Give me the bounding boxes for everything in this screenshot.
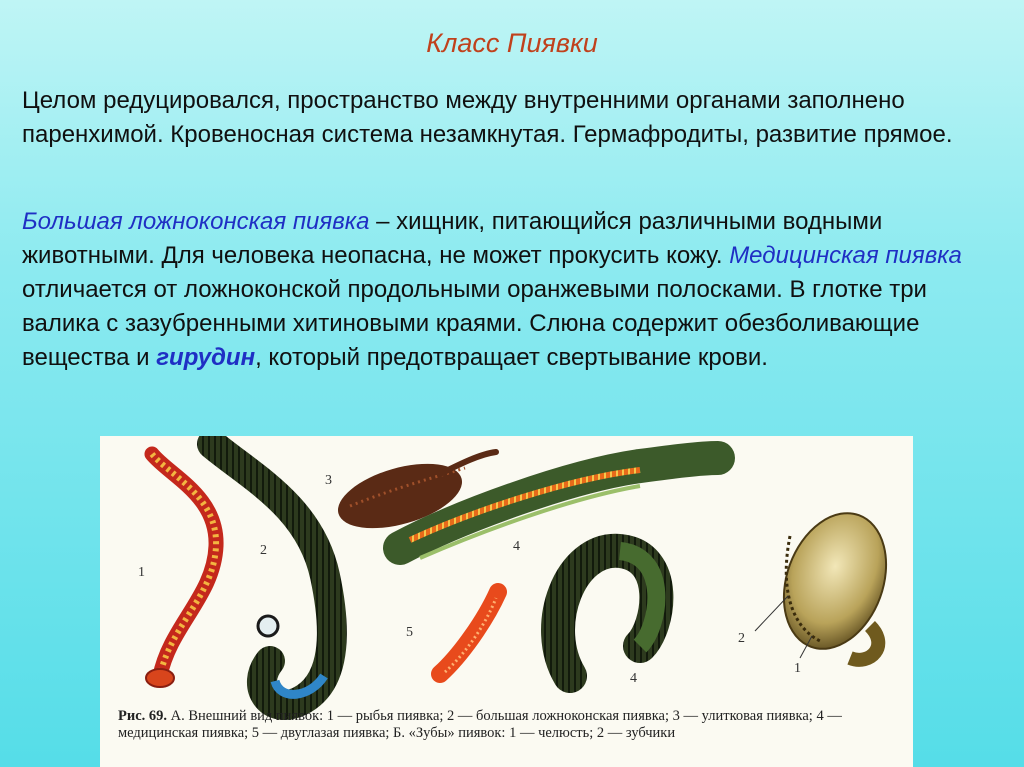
label-medicinal-leech-top: 4 [513, 539, 520, 554]
term-medicinal-leech: Медицинская пиявка [729, 242, 962, 269]
label-teeth-jaw: 1 [794, 661, 801, 676]
term-hirudin: гирудин [156, 344, 256, 371]
slide-title: Класс Пиявки [426, 28, 598, 58]
label-teeth-denticles: 2 [738, 631, 745, 646]
figure-caption-text: А. Внешний вид пиявок: 1 — рыбья пиявка; 2 — большая ложноконская пиявка; 3 — улитковая пиявка; 4 — медицинская пиявка; 5 — двуглазая пиявка; Б. «Зубы» пиявок: 1 — челюсть; 2 — зубчики [118, 708, 842, 741]
leech-teeth-drawing [755, 499, 904, 663]
text-hirudin: , который предотвращает свертывание крови. [255, 344, 768, 371]
term-horse-leech: Большая ложноконская пиявка [22, 208, 370, 235]
medicinal-leech-bottom-drawing [558, 551, 656, 676]
label-snail-leech: 3 [325, 473, 332, 488]
label-two-eyed-leech: 5 [406, 625, 413, 640]
label-medicinal-leech-bottom: 4 [630, 671, 637, 686]
figure-caption-lead: Рис. 69. [118, 708, 168, 724]
text-horse-leech: – хищник, питающийся различными водными животными. Для человека неопасна, не может прокусить кожу. [22, 208, 883, 269]
figure-caption [118, 708, 908, 742]
fish-leech-drawing [146, 454, 216, 687]
paragraph-species [22, 205, 1007, 375]
text-medicinal-leech: отличается от ложноконской продольными оранжевыми полосками. В глотке три валика с зазубренными хитиновыми краями. Слюна содержит обезболивающие вещества и [22, 276, 927, 371]
horse-leech-drawing [212, 444, 332, 705]
label-fish-leech: 1 [138, 565, 145, 580]
leech-figure [100, 436, 913, 767]
label-horse-leech: 2 [260, 543, 267, 558]
paragraph-general: Целом редуцировался, пространство между внутренними органами заполнено паренхимой. Кровеносная система незамкнутая. Гермафродиты, развитие прямое. [22, 87, 953, 148]
two-eyed-leech-drawing [440, 592, 498, 674]
